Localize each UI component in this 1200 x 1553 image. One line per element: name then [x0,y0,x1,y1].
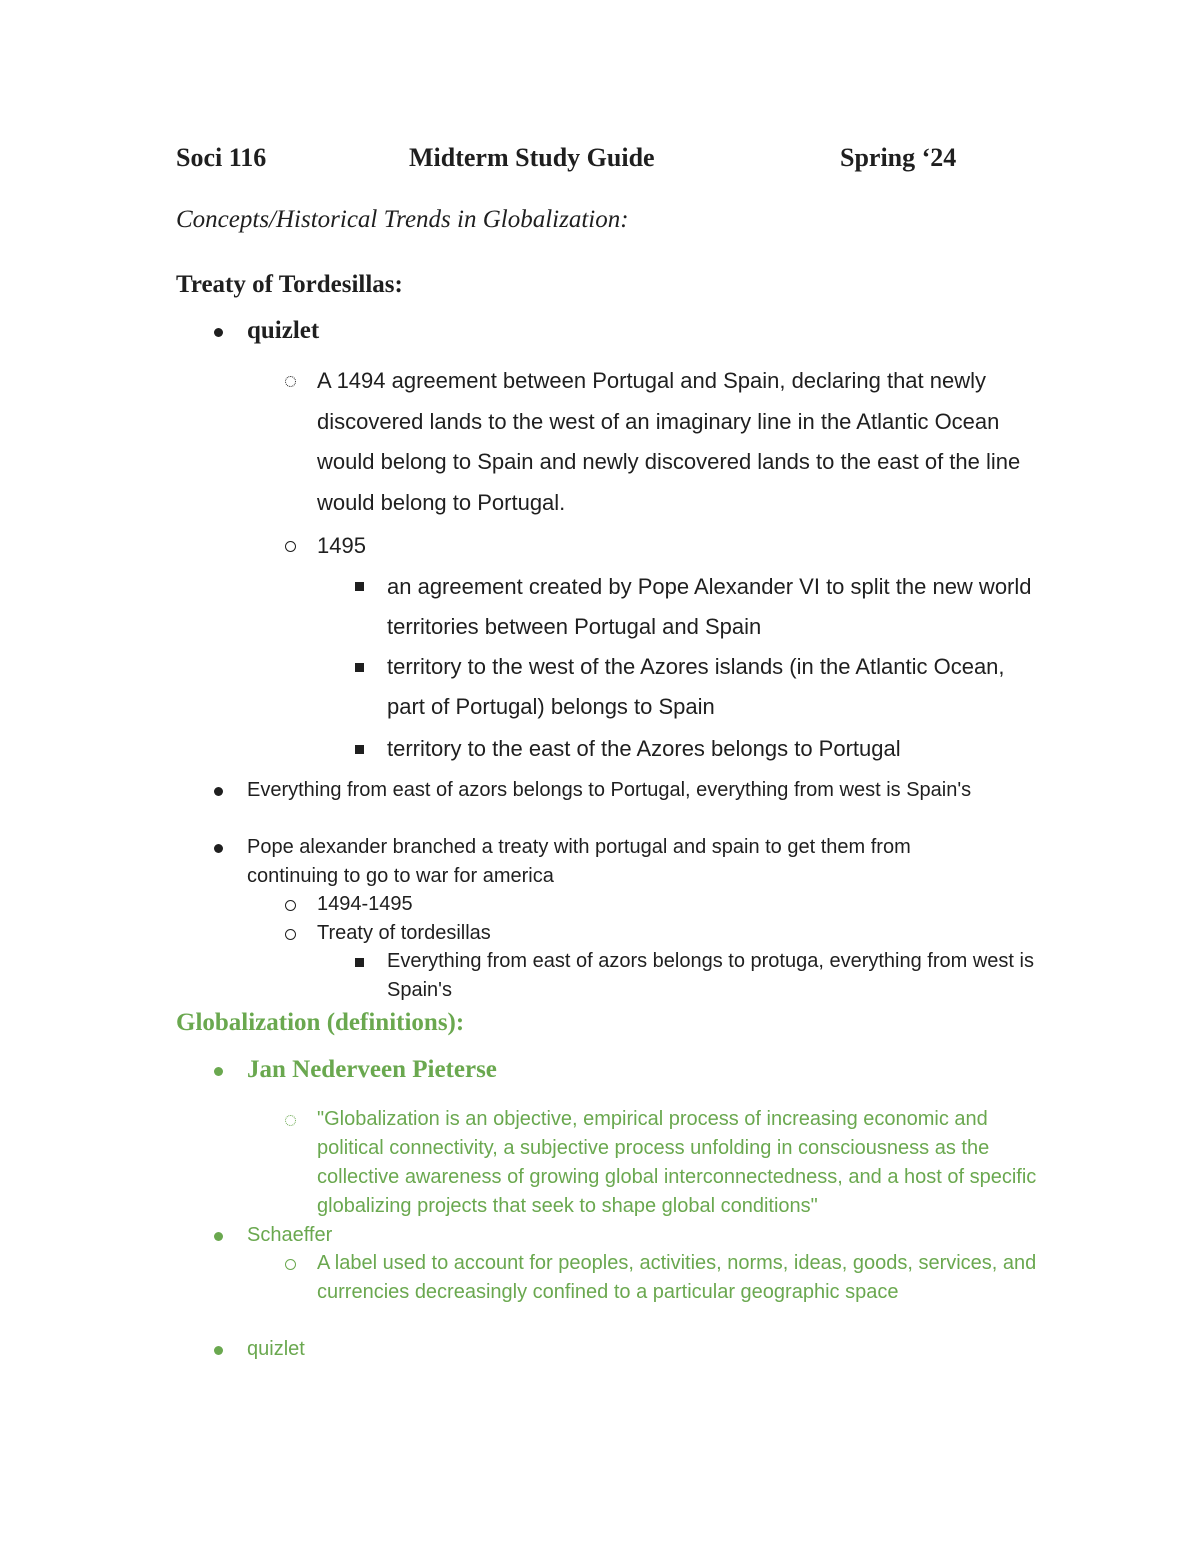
quizlet-definition: A 1494 agreement between Portugal and Spain, declaring that newly discovered lands to the west of an imaginary line in the Atlantic Ocean would belong to Spain and newly discovered lands to the east of the line would belong to Portugal. [317,368,1021,515]
quizlet-label: quizlet [247,317,320,344]
pieterse-quote: "Globalization is an objective, empirical process of increasing economic and political connectivity, a subjective process unfolding in consciousness as the collective awareness of growing global interconnectedness, and a host of specific globalizing projects that seek to shape global conditions" [317,1108,1037,1217]
square-bullet-icon [355,663,364,672]
note-detail: Everything from east of azors belongs to protuga, everything from west is Spain's [387,950,1034,1001]
bullet-icon [214,1346,223,1355]
bullet-icon [214,844,223,853]
bullet-icon [214,1232,223,1241]
quizlet-label: quizlet [247,1338,305,1360]
dotted-circle-bullet-icon [285,1115,296,1126]
note-item: Pope alexander branched a treaty with portugal and spain to get them from continuing to go to war for america [247,836,911,887]
circle-bullet-icon [285,541,296,552]
square-bullet-icon [355,582,364,591]
section-subtitle: Concepts/Historical Trends in Globalization: [176,206,629,233]
globalization-heading: Globalization (definitions): [176,1009,465,1036]
bullet-icon [214,328,223,337]
list-item: territory to the west of the Azores islands (in the Atlantic Ocean, part of Portugal) belongs to Spain [387,654,1005,719]
course-code: Soci 116 [176,143,267,172]
note-treaty: Treaty of tordesillas [317,922,491,944]
year-1495: 1495 [317,533,366,558]
schaeffer-definition: A label used to account for peoples, activities, norms, ideas, goods, services, and currencies decreasingly confined to a particular geographic space [317,1252,1037,1303]
note-item: Everything from east of azors belongs to Portugal, everything from west is Spain's [247,779,972,801]
note-years: 1494-1495 [317,893,413,915]
square-bullet-icon [355,958,364,967]
square-bullet-icon [355,745,364,754]
list-item: territory to the east of the Azores belongs to Portugal [387,736,901,761]
bullet-icon [214,1067,223,1076]
bullet-icon [214,787,223,796]
circle-bullet-icon [285,1259,296,1270]
term-label: Spring ‘24 [840,143,957,172]
tordesillas-heading: Treaty of Tordesillas: [176,271,403,298]
document-title: Midterm Study Guide [409,143,655,172]
schaeffer-name: Schaeffer [247,1224,333,1246]
pieterse-name: Jan Nederveen Pieterse [247,1056,497,1083]
list-item: an agreement created by Pope Alexander VI to split the new world territories between Portugal and Spain [387,574,1032,639]
circle-bullet-icon [285,900,296,911]
dotted-circle-bullet-icon [285,376,296,387]
circle-bullet-icon [285,929,296,940]
